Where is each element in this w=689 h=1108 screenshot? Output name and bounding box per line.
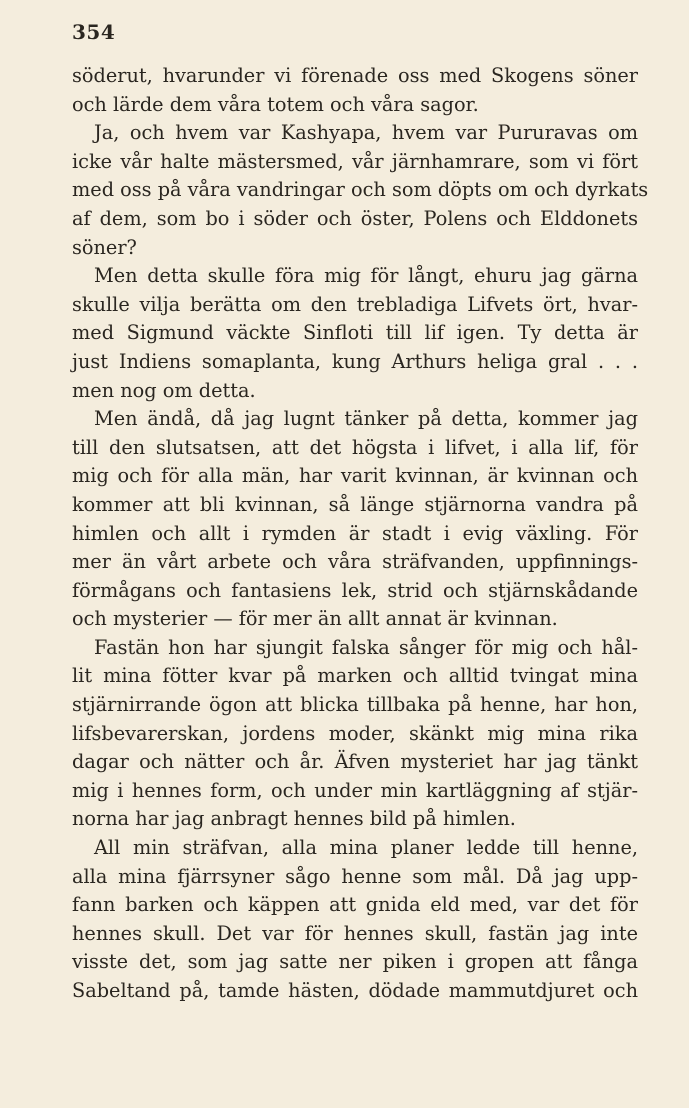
text-line: Men detta skulle föra mig för långt, ehuru jag gärna <box>94 264 638 288</box>
text-line: mig och för alla män, har varit kvinnan, är kvinnan och <box>72 464 638 488</box>
text-line: och mysterier — för mer än allt annat är kvinnan. <box>72 607 558 631</box>
page-number: 354 <box>72 20 116 44</box>
text-line: mig i hennes form, och under min kartläggning af stjär- <box>72 778 638 802</box>
text-line: Sabeltand på, tamde hästen, dödade mammutdjuret och <box>72 979 638 1002</box>
text-line: alla mina fjärrsyner sågo henne som mål. Då jag upp- <box>72 864 638 888</box>
text-line: hennes skull. Det var för hennes skull, fastän jag inte <box>72 921 638 945</box>
text-line: men nog om detta. <box>72 378 256 402</box>
text-line: dagar och nätter och år. Äfven mysteriet har jag tänkt <box>72 750 638 774</box>
text-line: med Sigmund väckte Sinfloti till lif igen. Ty detta är <box>72 321 638 345</box>
text-line: All min sträfvan, alla mina planer ledde till henne, <box>94 836 638 860</box>
text-line: skulle vilja berätta om den trebladiga Lifvets ört, hvar- <box>72 292 638 316</box>
text-line: Ja, och hvem var Kashyapa, hvem var Pururavas om <box>94 121 638 145</box>
text-line: och lärde dem våra totem och våra sagor. <box>72 92 479 116</box>
text-line: lit mina fötter kvar på marken och alltid tvingat mina <box>72 664 638 688</box>
text-line: Fastän hon har sjungit falska sånger för mig och hål- <box>94 635 638 659</box>
text-line: icke vår halte mästersmed, vår järnhamrare, som vi fört <box>72 149 638 173</box>
text-line: förmågans och fantasiens lek, strid och stjärnskådande <box>72 578 638 602</box>
text-line: norna har jag anbragt hennes bild på himlen. <box>72 807 516 831</box>
text-line: mer än vårt arbete och våra sträfvanden, uppfinnings- <box>72 550 638 574</box>
text-line: stjärnirrande ögon att blicka tillbaka på henne, har hon, <box>72 693 638 717</box>
text-line: med oss på våra vandringar och som döpts om och dyrkats <box>72 178 649 202</box>
text-line: söderut, hvarunder vi förenade oss med Skogens söner <box>72 64 638 87</box>
text-line: kommer att bli kvinnan, så länge stjärnorna vandra på <box>72 492 638 516</box>
text-line: visste det, som jag satte ner piken i gropen att fånga <box>72 950 638 974</box>
text-line: söner? <box>72 235 137 259</box>
body-text <box>72 62 649 1006</box>
text-line: himlen och allt i rymden är stadt i evig växling. För <box>72 521 638 545</box>
text-line: fann barken och käppen att gnida eld med, var det för <box>72 893 638 917</box>
text-line: Men ändå, då jag lugnt tänker på detta, kommer jag <box>94 407 638 431</box>
text-line: just Indiens somaplanta, kung Arthurs heliga gral . . . <box>72 349 638 373</box>
text-line: lifsbevarerskan, jordens moder, skänkt mig mina rika <box>72 721 638 745</box>
text-line: till den slutsatsen, att det högsta i lifvet, i alla lif, för <box>72 435 638 459</box>
text-line: af dem, som bo i söder och öster, Polens och Elddonets <box>72 206 638 230</box>
